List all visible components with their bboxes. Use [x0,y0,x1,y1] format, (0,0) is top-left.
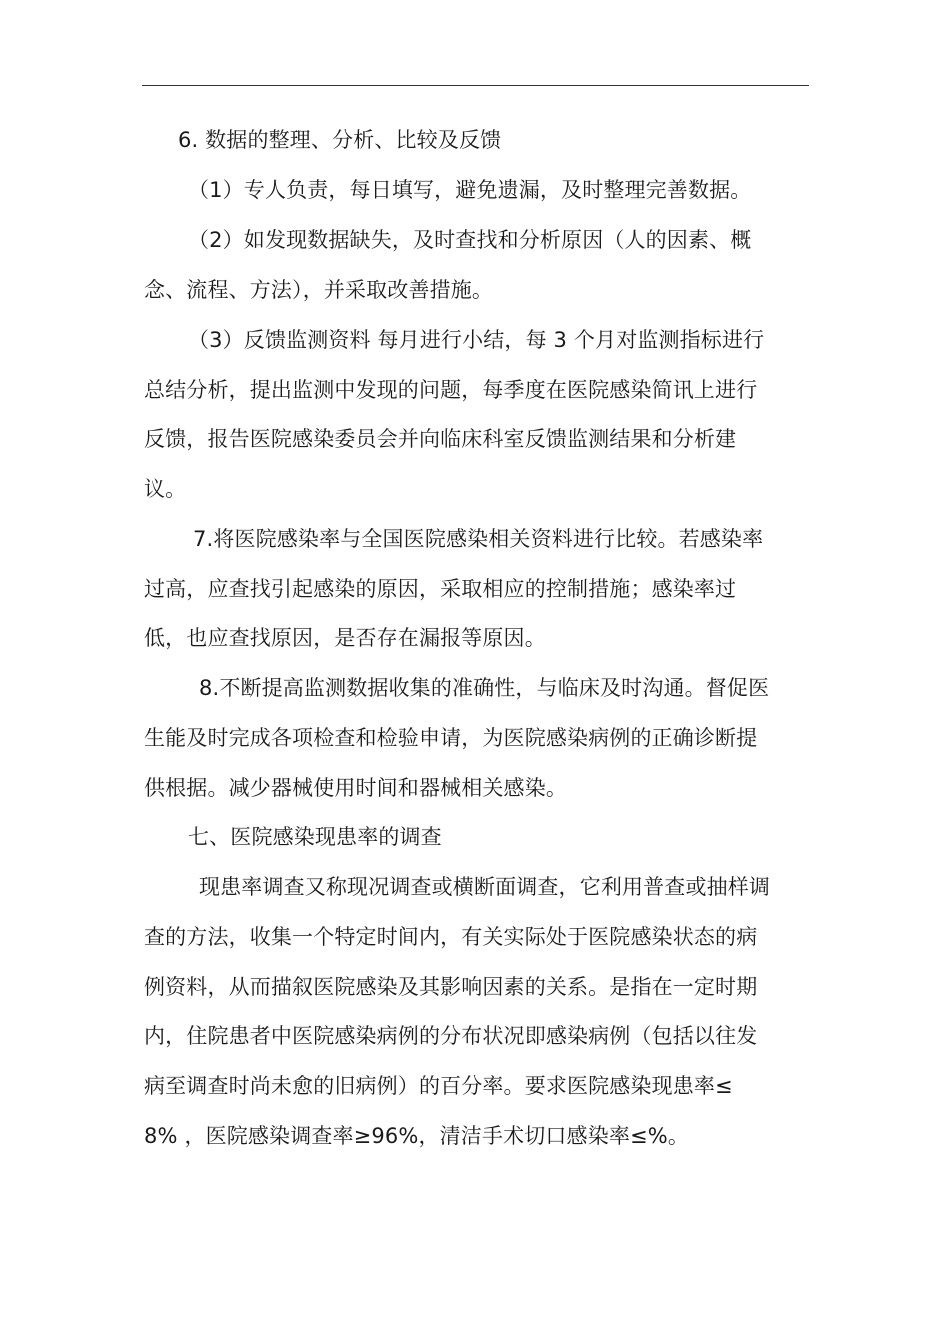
paragraph-line: 念、流程、方法），并采取改善措施。 [144,278,494,302]
paragraph-line: 病至调查时尚未愈的旧病例）的百分率。要求医院感染现患率≤ [144,1074,733,1098]
paragraph-line: （3）反馈监测资料 每月进行小结，每 3 个月对监测指标进行 [188,328,765,352]
paragraph-line: 反馈，报告医院感染委员会并向临床科室反馈监测结果和分析建 [144,427,737,451]
paragraph-line: 7.将医院感染率与全国医院感染相关资料进行比较。若感染率 [193,527,764,551]
paragraph-line: 8% ，医院感染调查率≥96%，清洁手术切口感染率≤%。 [144,1124,690,1148]
paragraph-line: 议。 [144,477,187,501]
section-heading-6: 6. 数据的整理、分析、比较及反馈 [178,128,502,152]
paragraph-line: 低，也应查找原因，是否存在漏报等原因。 [144,626,546,650]
paragraph-line: 生能及时完成各项检查和检验申请，为医院感染病例的正确诊断提 [144,726,758,750]
paragraph-line: 现患率调查又称现况调查或横断面调查，它利用普查或抽样调 [199,875,771,899]
header-rule [142,85,809,86]
paragraph-line: （1）专人负责，每日填写，避免遗漏，及时整理完善数据。 [188,178,752,202]
paragraph-line: 例资料，从而描叙医院感染及其影响因素的关系。是指在一定时期 [144,975,758,999]
section-heading-7: 七、医院感染现患率的调查 [188,825,442,849]
paragraph-line: 总结分析，提出监测中发现的问题，每季度在医院感染简讯上进行 [144,378,758,402]
paragraph-line: 供根据。减少器械使用时间和器械相关感染。 [144,776,567,800]
paragraph-line: （2）如发现数据缺失，及时查找和分析原因（人的因素、概 [188,228,752,252]
paragraph-line: 内，住院患者中医院感染病例的分布状况即感染病例（包括以往发 [144,1024,758,1048]
paragraph-line: 过高，应查找引起感染的原因，采取相应的控制措施；感染率过 [144,577,737,601]
paragraph-line: 查的方法，收集一个特定时间内，有关实际处于医院感染状态的病 [144,925,758,949]
paragraph-line: 8.不断提高监测数据收集的准确性，与临床及时沟通。督促医 [199,676,770,700]
